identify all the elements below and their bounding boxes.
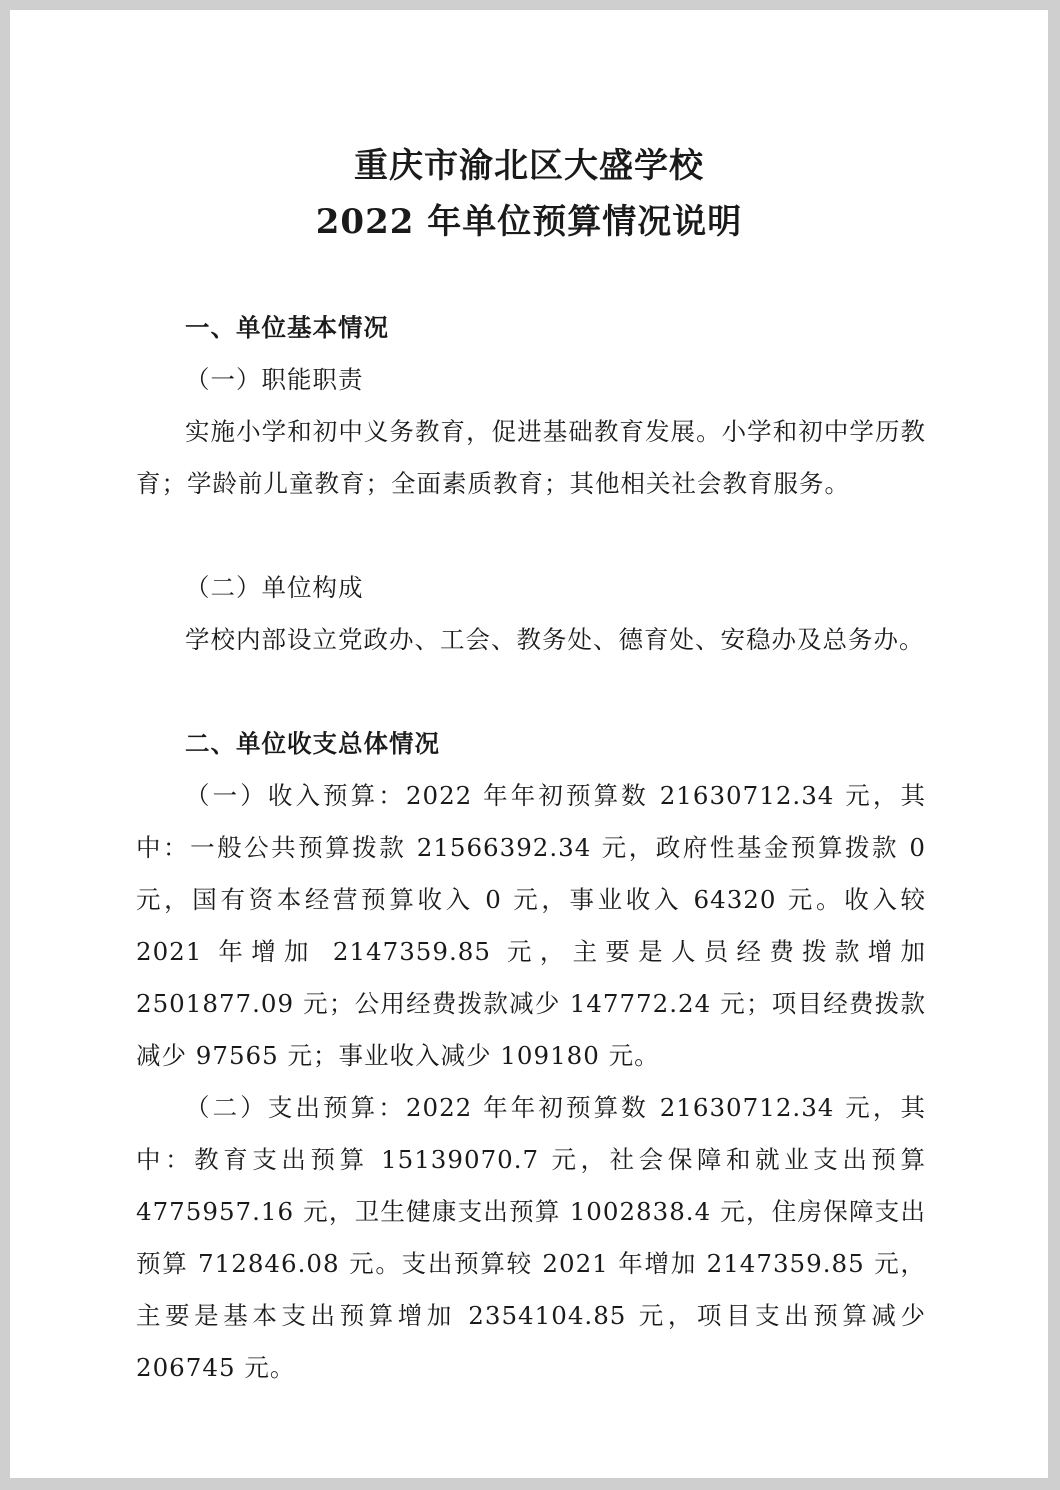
subsection-heading-structure: （二）单位构成 [185, 573, 364, 602]
document-page [10, 10, 1048, 1478]
paragraph-expense-budget: （二）支出预算：2022 年年初预算数 21630712.34 元，其中：教育支出预算 15139070.7 元，社会保障和就业支出预算 4775957.16 元，卫生健康支出预算 1002838.4 元，住房保障支出预算 712846.08 元。支出预算较 2021 年增加 2147359.85 元，主要是基本支出预算增加 2354104.85 元，项目支出预算减少 206745 元。 [136, 1093, 926, 1382]
subsection-heading-duties: （一）职能职责 [185, 365, 364, 394]
paragraph-income-budget: （一）收入预算：2022 年年初预算数 21630712.34 元，其中：一般公共预算拨款 21566392.34 元，政府性基金预算拨款 0 元，国有资本经营预算收入 0 元，事业收入 64320 元。收入较 2021 年增加 2147359.85 元，主要是人员经费拨款增加 2501877.09 元；公用经费拨款减少 147772.24 元；项目经费拨款减少 97565 元；事业收入减少 109180 元。 [136, 781, 926, 1070]
document-title-line2: 2022 年单位预算情况说明 [315, 202, 743, 242]
section-heading-basic-info: 一、单位基本情况 [185, 313, 389, 342]
paragraph-duties: 实施小学和初中义务教育，促进基础教育发展。小学和初中学历教育；学龄前儿童教育；全面素质教育；其他相关社会教育服务。 [136, 417, 926, 498]
paragraph-structure: 学校内部设立党政办、工会、教务处、德育处、安稳办及总务办。 [185, 625, 925, 654]
section-heading-budget-overview: 二、单位收支总体情况 [185, 729, 440, 758]
document-title-line1: 重庆市渝北区大盛学校 [354, 146, 704, 186]
